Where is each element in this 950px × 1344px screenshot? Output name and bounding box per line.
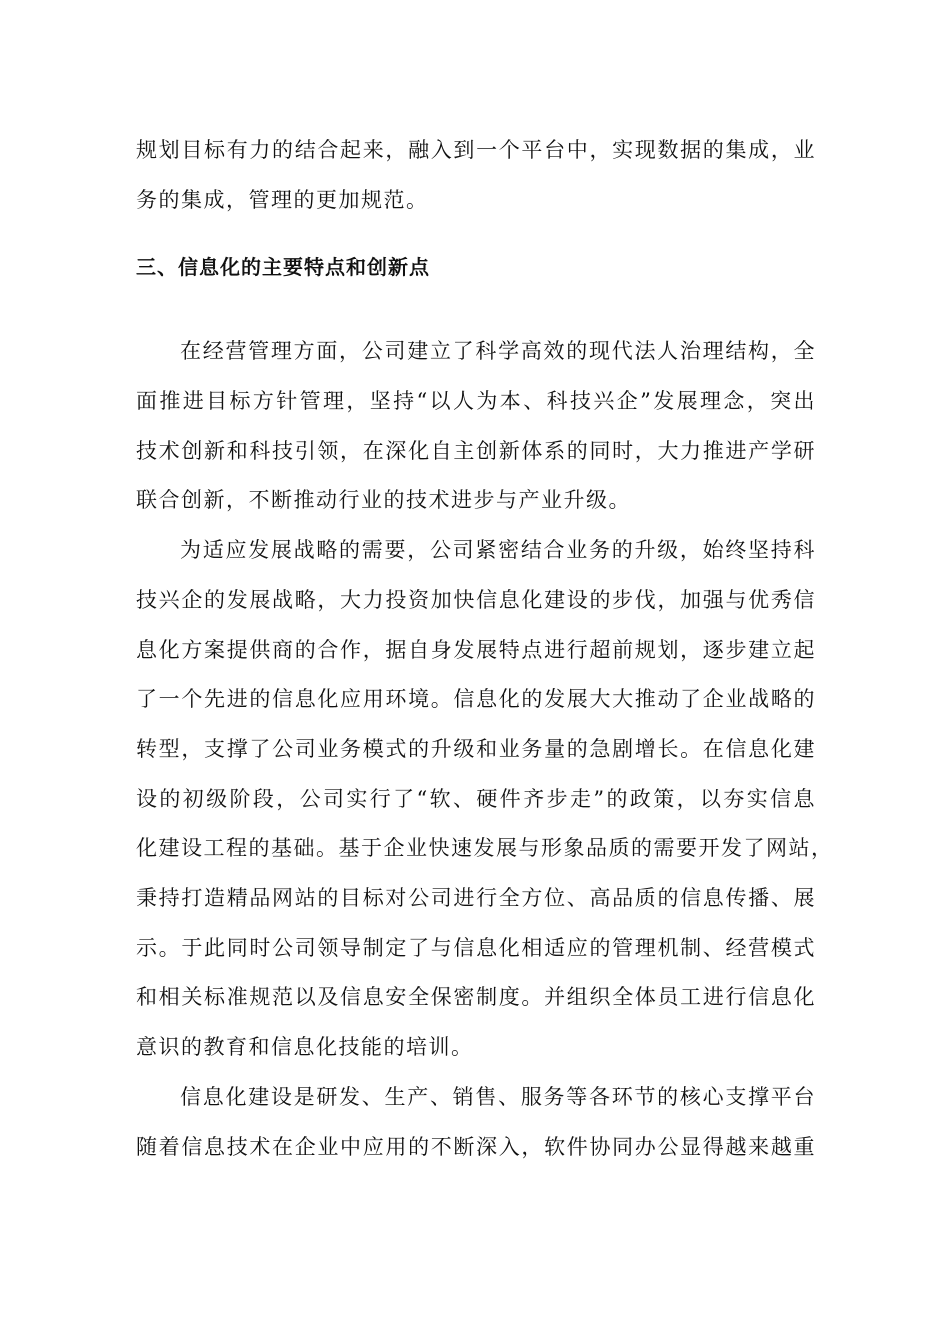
- intro-line-2: 务的集成，管理的更加规范。: [136, 188, 429, 212]
- paragraph-2-line-2: 技兴企的发展战略，大力投资加快信息化建设的步伐，加强与优秀信: [136, 588, 816, 612]
- section-heading: 三、信息化的主要特点和创新点: [136, 255, 430, 279]
- paragraph-1-line-4: 联合创新，不断推动行业的技术进步与产业升级。: [136, 488, 631, 512]
- paragraph-3-line-1: 信息化建设是研发、生产、销售、服务等各环节的核心支撑平台: [180, 1085, 816, 1109]
- paragraph-2-line-8: 秉持打造精品网站的目标对公司进行全方位、高品质的信息传播、展: [136, 886, 816, 910]
- intro-line-1: 规划目标有力的结合起来，融入到一个平台中，实现数据的集成，业: [136, 138, 816, 162]
- paragraph-2-line-3: 息化方案提供商的合作，据自身发展特点进行超前规划，逐步建立起: [136, 638, 816, 662]
- paragraph-2-line-4: 了一个先进的信息化应用环境。信息化的发展大大推动了企业战略的: [136, 687, 816, 711]
- paragraph-2-line-9: 示。于此同时公司领导制定了与信息化相适应的管理机制、经营模式: [136, 936, 816, 960]
- paragraph-2-line-10: 和相关标准规范以及信息安全保密制度。并组织全体员工进行信息化: [136, 985, 816, 1009]
- paragraph-2-line-1: 为适应发展战略的需要，公司紧密结合业务的升级，始终坚持科: [180, 538, 816, 562]
- paragraph-2-line-5: 转型，支撑了公司业务模式的升级和业务量的急剧增长。在信息化建: [136, 737, 816, 761]
- paragraph-1-line-3: 技术创新和科技引领，在深化自主创新体系的同时，大力推进产学研: [136, 439, 816, 463]
- paragraph-2-line-6: 设的初级阶段，公司实行了“软、硬件齐步走”的政策，以夯实信息: [136, 787, 816, 811]
- paragraph-2-line-7: 化建设工程的基础。基于企业快速发展与形象品质的需要开发了网站，: [136, 836, 834, 860]
- paragraph-1-line-1: 在经营管理方面，公司建立了科学高效的现代法人治理结构，全: [180, 339, 816, 363]
- paragraph-2-line-11: 意识的教育和信息化技能的培训。: [136, 1035, 474, 1059]
- paragraph-1-line-2: 面推进目标方针管理，坚持“以人为本、科技兴企”发展理念，突出: [136, 389, 816, 413]
- paragraph-3-line-2: 随着信息技术在企业中应用的不断深入，软件协同办公显得越来越重: [136, 1135, 816, 1159]
